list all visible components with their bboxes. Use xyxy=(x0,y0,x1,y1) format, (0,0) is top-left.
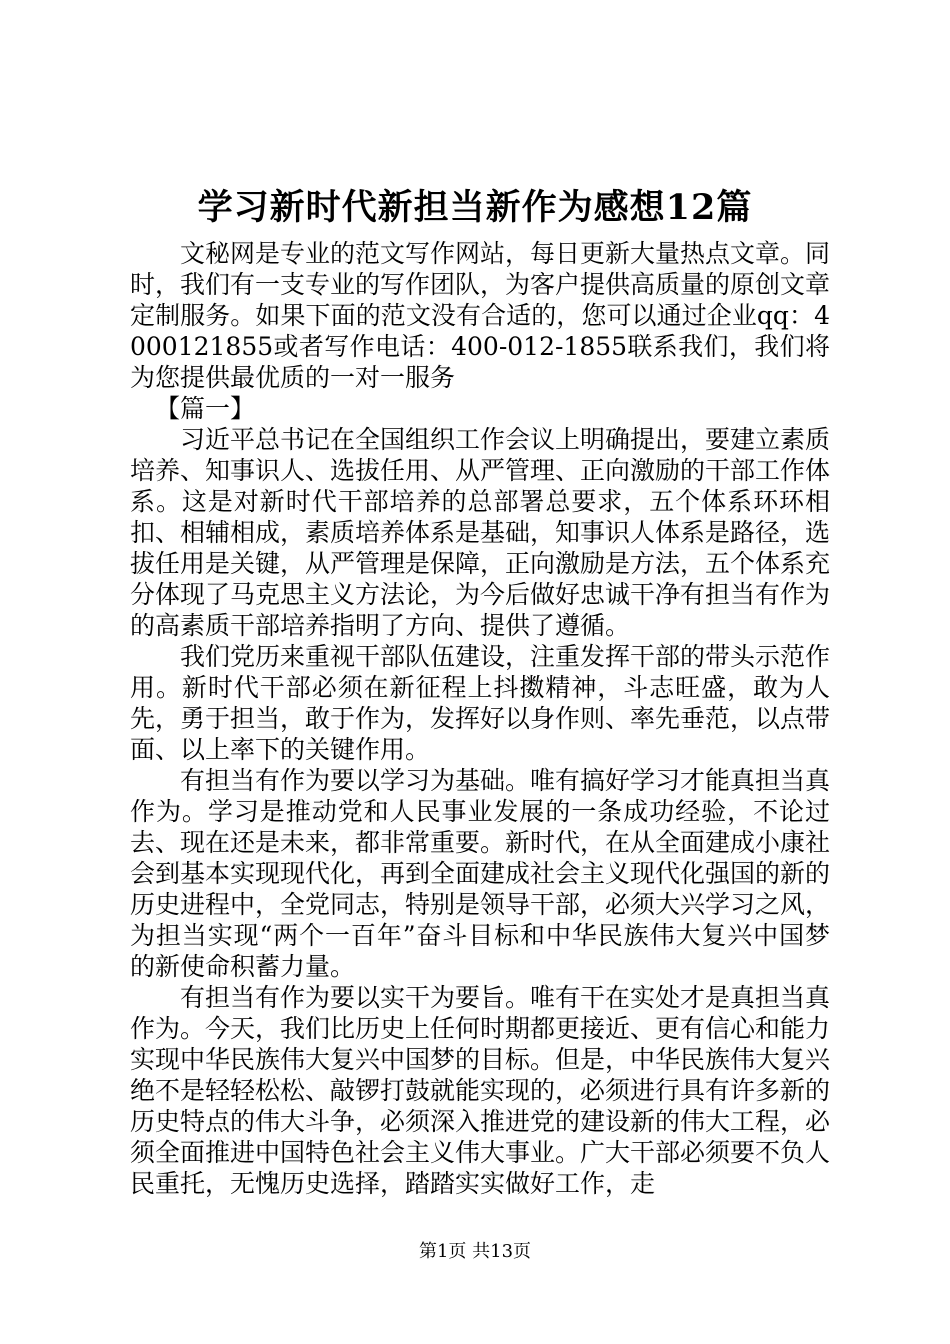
intro-paragraph: 文秘网是专业的范文写作网站，每日更新大量热点文章。同时，我们有一支专业的写作团队，为客户提供高质量的原创文章定制服务。如果下面的范文没有合适的，您可以通过企业qq：4000121855或者写作电话：400-012-1855联系我们，我们将为您提供最优质的一对一服务 xyxy=(130,239,831,392)
body-paragraph: 习近平总书记在全国组织工作会议上明确提出，要建立素质培养、知事识人、选拔任用、从严管理、正向激励的干部工作体系。这是对新时代干部培养的总部署总要求，五个体系环环相扣、相辅相成，素质培养体系是基础，知事识人体系是路径，选拔任用是关键，从严管理是保障，正向激励是方法，五个体系充分体现了马克思主义方法论，为今后做好忠诚干净有担当有作为的高素质干部培养指明了方向、提供了遵循。 xyxy=(130,425,831,640)
document-title: 学习新时代新担当新作为感想12篇 xyxy=(197,187,753,228)
document-body xyxy=(130,238,830,1199)
body-paragraph: 有担当有作为要以学习为基础。唯有搞好学习才能真担当真作为。学习是推动党和人民事业发展的一条成功经验，不论过去、现在还是未来，都非常重要。新时代，在从全面建成小康社会到基本实现现代化，再到全面建成社会主义现代化强国的新的历史进程中，全党同志，特别是领导干部，必须大兴学习之风，为担当实现“两个一百年”奋斗目标和中华民族伟大复兴中国梦的新使命积蓄力量。 xyxy=(130,766,831,981)
body-paragraph: 有担当有作为要以实干为要旨。唯有干在实处才是真担当真作为。今天，我们比历史上任何时期都更接近、更有信心和能力实现中华民族伟大复兴中国梦的目标。但是，中华民族伟大复兴绝不是轻轻松松、敲锣打鼓就能实现的，必须进行具有许多新的历史特点的伟大斗争，必须深入推进党的建设新的伟大工程，必须全面推进中国特色社会主义伟大事业。广大干部必须要不负人民重托，无愧历史选择，踏踏实实做好工作，走 xyxy=(130,983,831,1198)
section-heading: 【篇一】 xyxy=(155,394,256,423)
page-footer: 第1页 共13页 xyxy=(418,1241,532,1262)
body-paragraph: 我们党历来重视干部队伍建设，注重发挥干部的带头示范作用。新时代干部必须在新征程上抖擞精神，斗志旺盛，敢为人先，勇于担当，敢于作为，发挥好以身作则、率先垂范，以点带面、以上率下的关键作用。 xyxy=(130,642,831,764)
